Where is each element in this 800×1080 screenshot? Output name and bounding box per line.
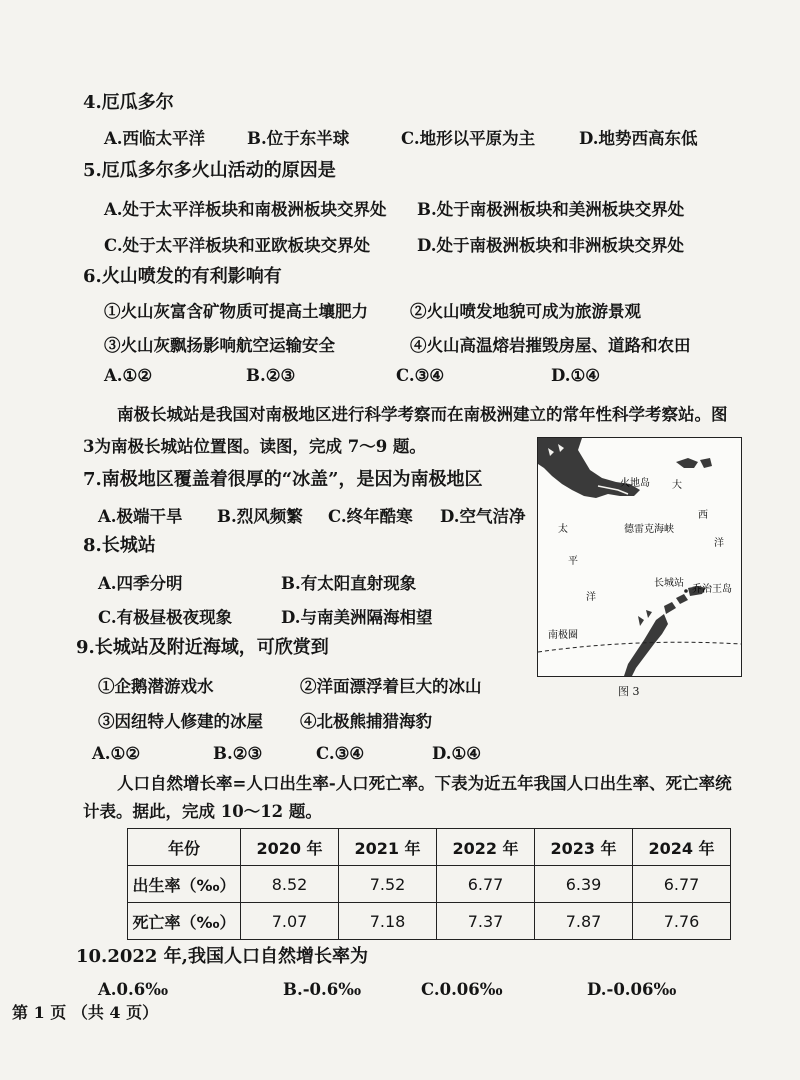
q4-option-a: A.西临太平洋 [104,129,206,148]
label-ping: 平 [568,556,578,567]
q6-items-row2 [0,332,800,354]
antarctic-station-map [537,437,742,677]
q9-items-row2 [0,708,540,730]
q6-stem: 6.火山喷发的有利影响有 [83,266,282,287]
label-yang-right: 洋 [714,538,724,549]
q5-option-a: A.处于太平洋板块和南极洲板块交界处 [104,200,387,219]
q7-options [0,503,540,525]
q6-option-a: A.①② [104,366,153,385]
label-great-wall-station: 长城站 [654,578,684,589]
q4-options [0,125,800,147]
q10-option-a: A.0.6‰ [98,980,169,999]
q6-option-c: C.③④ [396,366,445,385]
q4-stem: 4.厄瓜多尔 [83,92,174,113]
q6-items-row1 [0,298,800,320]
table-cell: 7.07 [241,903,339,940]
antarctic-peninsula [624,586,706,676]
label-yang-left: 洋 [586,592,596,603]
q9-items-row1 [0,673,540,695]
q9-item-3: ③因纽特人修建的冰屋 [98,712,263,731]
q10-option-d: D.-0.06‰ [587,980,677,999]
page-footer: 第 1 页 （共 4 页） [12,1003,159,1022]
table-header-cell: 2021 年 [339,829,437,866]
q10-stem: 10.2022 年,我国人口自然增长率为 [76,946,368,967]
label-antarctic-circle: 南极圈 [548,630,578,641]
table-cell: 7.18 [339,903,437,940]
label-drake-passage: 德雷克海峡 [624,524,674,535]
q5-options-row2 [0,232,800,254]
table-cell: 7.76 [633,903,731,940]
table-cell: 6.77 [437,866,535,903]
q5-option-b: B.处于南极洲板块和美洲板块交界处 [417,200,685,219]
label-da: 大 [672,480,682,491]
table-header-cell: 2023 年 [535,829,633,866]
q10-option-c: C.0.06‰ [421,980,503,999]
q5-option-c: C.处于太平洋板块和亚欧板块交界处 [104,236,371,255]
q6-options [0,366,800,388]
label-xi: 西 [698,510,708,521]
small-islands [676,458,712,468]
q6-item-2: ②火山喷发地貌可成为旅游景观 [410,302,641,321]
label-fire-island: 火地岛 [620,478,650,489]
q9-item-4: ④北极熊捕猎海豹 [300,712,432,731]
station-marker [684,589,688,593]
q9-option-d: D.①④ [432,744,482,763]
q6-item-3: ③火山灰飘扬影响航空运输安全 [104,336,335,355]
table-cell: 8.52 [241,866,339,903]
q6-item-4: ④火山高温熔岩摧毁房屋、道路和农田 [410,336,691,355]
table-header-cell: 2024 年 [633,829,731,866]
q9-item-2: ②洋面漂浮着巨大的冰山 [300,677,482,696]
q5-stem: 5.厄瓜多尔多火山活动的原因是 [83,160,336,181]
q9-option-b: B.②③ [213,744,263,763]
q8-option-a: A.四季分明 [98,574,183,593]
table-header-row [128,829,731,866]
q6-option-b: B.②③ [246,366,296,385]
passage2-line1: 人口自然增长率=人口出生率-人口死亡率。下表为近五年我国人口出生率、死亡率统 [117,774,732,793]
label-king-george-island: 乔治王岛 [692,584,732,595]
table-cell: 6.39 [535,866,633,903]
q4-option-c: C.地形以平原为主 [401,129,536,148]
table-cell: 6.77 [633,866,731,903]
q7-option-c: C.终年酷寒 [328,507,413,526]
q9-option-c: C.③④ [316,744,365,763]
q10-option-b: B.-0.6‰ [283,980,362,999]
table-cell: 7.52 [339,866,437,903]
q7-stem: 7.南极地区覆盖着很厚的“冰盖”，是因为南极地区 [83,469,483,490]
table-header-cell: 年份 [128,829,241,866]
q7-option-a: A.极端干旱 [98,507,183,526]
q6-option-d: D.①④ [551,366,601,385]
passage2-line2: 计表。据此，完成 10～12 题。 [83,802,322,821]
q7-option-b: B.烈风频繁 [217,507,303,526]
passage1-line2: 3为南极长城站位置图。读图，完成 7～9 题。 [83,437,426,456]
population-rate-table [127,828,731,940]
q4-option-b: B.位于东半球 [247,129,350,148]
q9-options [0,744,540,766]
q5-options-row1 [0,196,800,218]
q9-stem: 9.长城站及附近海域，可欣赏到 [76,637,329,658]
q8-option-b: B.有太阳直射现象 [281,574,417,593]
table-cell: 7.87 [535,903,633,940]
table-row [128,866,731,903]
label-tai: 太 [558,524,568,535]
q8-option-c: C.有极昼极夜现象 [98,608,233,627]
q8-option-d: D.与南美洲隔海相望 [281,608,433,627]
q9-option-a: A.①② [92,744,141,763]
table-cell: 死亡率（‰） [128,903,241,940]
q8-stem: 8.长城站 [83,535,156,556]
q9-item-1: ①企鹅潜游戏水 [98,677,214,696]
q6-item-1: ①火山灰富含矿物质可提高土壤肥力 [104,302,368,321]
figure-caption: 图 3 [618,685,640,698]
q8-options-row1 [0,570,540,592]
q4-option-d: D.地势西高东低 [579,129,698,148]
q10-options [0,980,800,1002]
q7-option-d: D.空气洁净 [440,507,526,526]
table-header-cell: 2022 年 [437,829,535,866]
map-drawing [538,438,741,676]
table-header-cell: 2020 年 [241,829,339,866]
table-row [128,903,731,940]
q8-options-row2 [0,604,540,626]
q5-option-d: D.处于南极洲板块和非洲板块交界处 [417,236,684,255]
south-america-landmass [538,438,640,498]
table-cell: 出生率（‰） [128,866,241,903]
passage1-line1: 南极长城站是我国对南极地区进行科学考察而在南极洲建立的常年性科学考察站。图 [117,405,728,424]
table-cell: 7.37 [437,903,535,940]
